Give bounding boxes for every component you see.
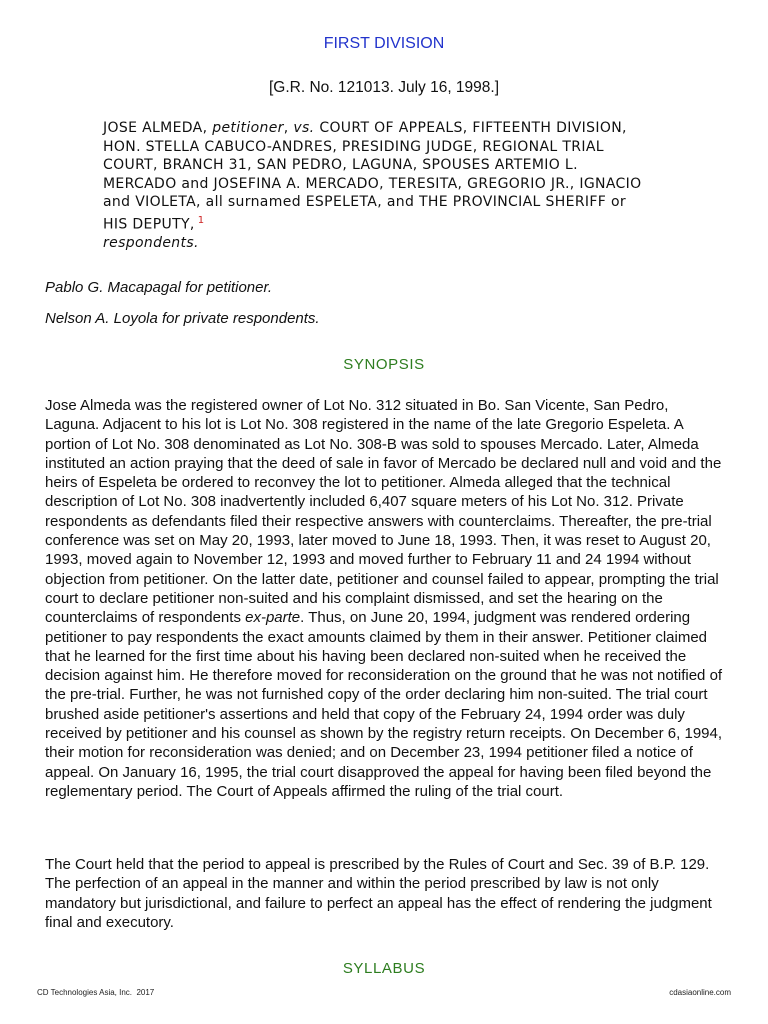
synopsis-p1-text-a: Jose Almeda was the registered owner of Lot No. 312 situated in Bo. San Vicente, San Pedro, Laguna. Adjacent to his lot is Lot No. 308 registered in the name of the late Gregorio Espeleta. A portion of Lot No. 308 denominated as Lot No. 308-B was sold to spouses Mercado. Later, Almeda instituted an action praying that the deed of sale in favor of Mercado be declared null and void and the heirs of Espeleta be ordered to reconvey the lot to petitioner. Almeda alleged that the technical description of Lot No. 308 inadvertently included 6,407 square meters of his Lot No. 312. Private respondents as defendants filed their respective answers with counterclaims. Thereafter, the pre-trial conference was set on May 20, 1993, later moved to June 18, 1993. Then, it was reset to August 20, 1993, moved again to November 12, 1993 and moved further to February 11 and 24 1994 without objection from petitioner. On the latter date, petitioner and counsel failed to appear, prompting the trial court to declare petitioner non-suited and his complaint dismissed, and set the hearing on the counterclaims of respondents [45,397,722,627]
case-number: [G.R. No. 121013. July 16, 1998.] [268,79,500,96]
versus: vs. [293,120,315,136]
counsel-respondents: Nelson A. Loyola for private respondents. [45,310,320,327]
respondents-names: COURT OF APPEALS, FIFTEENTH DIVISION, HON. STELLA CABUCO-ANDRES, PRESIDING JUDGE, REGIONAL TRIAL COURT, BRANCH 31, SAN PEDRO, LAGUNA, SPOUSES ARTEMIO L. MERCADO and JOSEFINA A. MERCADO, TERESITA, GREGORIO JR., IGNACIO and VIOLETA, all surnamed ESPELETA, and THE PROVINCIAL SHERIFF or HIS DEPUTY, [103,120,642,233]
petitioner-name: JOSE ALMEDA, [103,120,208,136]
synopsis-paragraph-1 [45,396,725,801]
synopsis-heading: SYNOPSIS [343,356,425,373]
respondents-role: respondents. [103,235,199,252]
syllabus-heading: SYLLABUS [342,960,426,977]
footer-publisher: CD Technologies Asia, Inc. 2017 [37,988,155,997]
case-caption: JOSE ALMEDA, petitioner, vs. COURT OF APPEALS, FIFTEENTH DIVISION, HON. STELLA CABUCO-ANDRES, PRESIDING JUDGE, REGIONAL TRIAL COURT, BRANCH 31, SAN PEDRO, LAGUNA, SPOUSES ARTEMIO L. MERCADO and JOSEFINA A. MERCADO, TERESITA, GREGORIO JR., IGNACIO and VIOLETA, all surnamed ESPELETA, and THE PROVINCIAL SHERIFF or HIS DEPUTY, $^1$ respondents. [103,120,642,252]
petitioner-role: petitioner [212,120,284,136]
footer-website: cdasiaonline.com [669,988,731,997]
synopsis-p1-text-b: . Thus, on June 20, 1994, judgment was rendered ordering petitioner to pay respondents the exact amounts claimed by them in their answer. Petitioner claimed that he learned for the first time about his having been declared non-suited when he received the decision against him. He therefore moved for reconsideration on the ground that he was not notified of the pre-trial. Further, he was not furnished copy of the order declaring him non-suited. The trial court brushed aside petitioner's assertions and held that copy of the February 24, 1994 order was duly received by petitioner and his counsel as shown by the registry return receipts. On December 6, 1994, their motion for reconsideration was denied; and on December 23, 1994 petitioner filed a notice of appeal. On January 16, 1995, the trial court disapproved the appeal for having been filed beyond the reglementary period. The Court of Appeals affirmed the ruling of the trial court. [45,609,723,800]
footnote-link[interactable]: 1 [197,214,205,226]
synopsis-paragraph-2: The Court held that the period to appeal is prescribed by the Rules of Court and Sec. 39 of B.P. 129. The perfection of an appeal in the manner and within the period prescribed by law is not only mandatory but jurisdictional, and failure to perfect an appeal has the effect of rendering the judgment final and executory. [45,856,712,931]
synopsis-p1-italic: ex-parte [245,609,301,627]
counsel-petitioner: Pablo G. Macapagal for petitioner. [45,279,273,296]
division-title: FIRST DIVISION [323,35,445,52]
